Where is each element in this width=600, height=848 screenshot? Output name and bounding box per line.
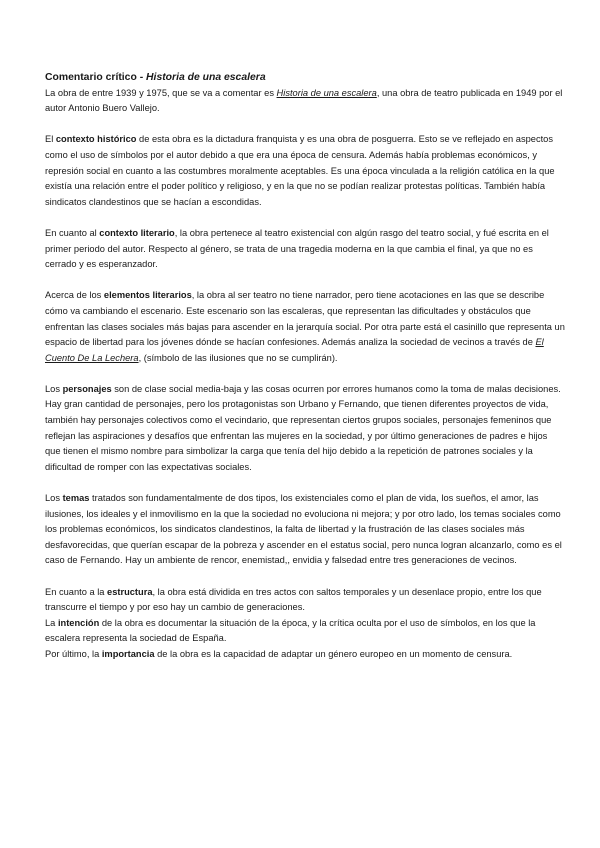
literary-elements-paragraph [45,288,565,366]
elementos-pre: Acerca de los [45,290,104,301]
estructura-post: , la obra está dividida en tres actos con saltos temporales y un desenlace propio, entre los que transcurre el tiempo y por eso hay un cambio de generaciones. [45,586,542,613]
title-prefix: Comentario crítico - [45,72,147,83]
literario-pre: En cuanto al [45,227,100,238]
literary-context-paragraph [45,226,565,273]
elementos-term: elementos literarios [103,290,192,301]
estructura-pre: En cuanto a la [45,586,108,597]
personajes-pre: Los [45,383,63,394]
historico-term: contexto histórico [55,134,137,145]
intro-text-post: , una obra de teatro publicada en 1949 por el autor Antonio Buero Vallejo. [45,87,563,114]
temas-term: temas [62,493,90,504]
literario-post: , la obra pertenece al teatro existencial con algún rasgo del teatro social, y fué escrita en el primer periodo del autor. Respecto al género, se trata de una tragedia moderna en la que cambia el final, ya que no es cerrado y es esperanzador. [45,227,549,270]
personajes-post: son de clase social media-baja y las cosas ocurren por errores humanos como la toma de malas decisiones. Hay gran cantidad de personajes, pero los protagonistas son Urbano y Fernando, que tienen diferentes proyectos de vida, también hay personajes colectivos como el vecindario, que representan ciertos grupos sociales, personajes femeninos que reflejan las aspiraciones y desafíos que enfrentan las mujeres en la sociedad, y por último generaciones de padres e hijos que tienen el mismo nombre para simbolizar la carga que tenía del hijo debido a la repetición de patrones sociales y la dificultad de romper con las expectativas sociales. [45,383,561,472]
importancia-post: de la obra es la capacidad de adaptar un género europeo en un momento de censura. [154,648,513,659]
intention-paragraph [45,616,565,647]
importancia-term: importancia [101,648,155,659]
estructura-term: estructura [107,586,153,597]
temas-pre: Los [45,493,63,504]
intro-paragraph [45,86,565,117]
intencion-post: de la obra es documentar la situación de la época, y la crítica oculta por el uso de símbolos, en los que la escalera representa la sociedad de España. [45,617,536,644]
document-page [45,70,565,663]
personajes-term: personajes [62,383,112,394]
cuento-lechera-link[interactable]: El Cuento De La Lechera [45,337,544,363]
document-title [45,70,565,86]
historico-post: de esta obra es la dictadura franquista y es una obra de posguerra. Esto se ve reflejado en aspectos como el uso de símbolos por el autor debido a que era una época de censura. Además había problemas económicos, y represión social en cuanto a las costumbres moralmente aceptables. Es una época vinculada a la religión católica en la que existía una relación entre el poder político y religioso, y en la que no se podían realizar protestas políticas. También había sindicatos clandestinos que se hacían a escondidas. [45,134,555,207]
historical-context-paragraph [45,132,565,210]
intro-work-link[interactable]: Historia de una escalera [276,87,377,98]
title-work: Historia de una escalera [146,72,266,83]
elementos-mid: , la obra al ser teatro no tiene narrador, pero tiene acotaciones en las que se describe cómo va cambiando el escenario. Este escenario son las escaleras, que representan las dificultades y obstáculos que enfrentan las clases sociales más bajas para ascender en la jerarquía social. Por otra parte está el casinillo que representa un espacio de libertad para los jóvenes dónde se hacían confesiones. Además analiza la sociedad de vecinos a través de [45,290,565,348]
temas-post: tratados son fundamentalmente de dos tipos, los existenciales como el plan de vida, los sueños, el amor, las ilusiones, los ideales y el inmovilismo en la que la sociedad no evoluciona ni mejora; y por otro lado, los temas sociales como los problemas económicos, los sindicatos clandestinos, la falta de libertad y la frustración de las clases sociales más desfavorecidas, que querían escapar de la pobreza y ascender en el estatus social, pero nunca logran alcanzarlo, como es el caso de Fernando. Hay un ambiente de rencor, enemistad,, envidia y falsedad entre tres generaciones de vecinos. [45,493,562,566]
historico-pre: El [45,134,56,145]
intro-text-pre: La obra de entre 1939 y 1975, que se va a comentar es [45,87,277,98]
literario-term: contexto literario [99,227,175,238]
importance-paragraph [45,647,565,663]
elementos-post: , (símbolo de las ilusiones que no se cumplirán). [138,352,338,363]
themes-paragraph [45,491,565,569]
intencion-pre: La [45,617,58,628]
characters-paragraph [45,382,565,476]
importancia-pre: Por último, la [45,648,102,659]
intencion-term: intención [57,617,100,628]
structure-paragraph [45,585,565,616]
